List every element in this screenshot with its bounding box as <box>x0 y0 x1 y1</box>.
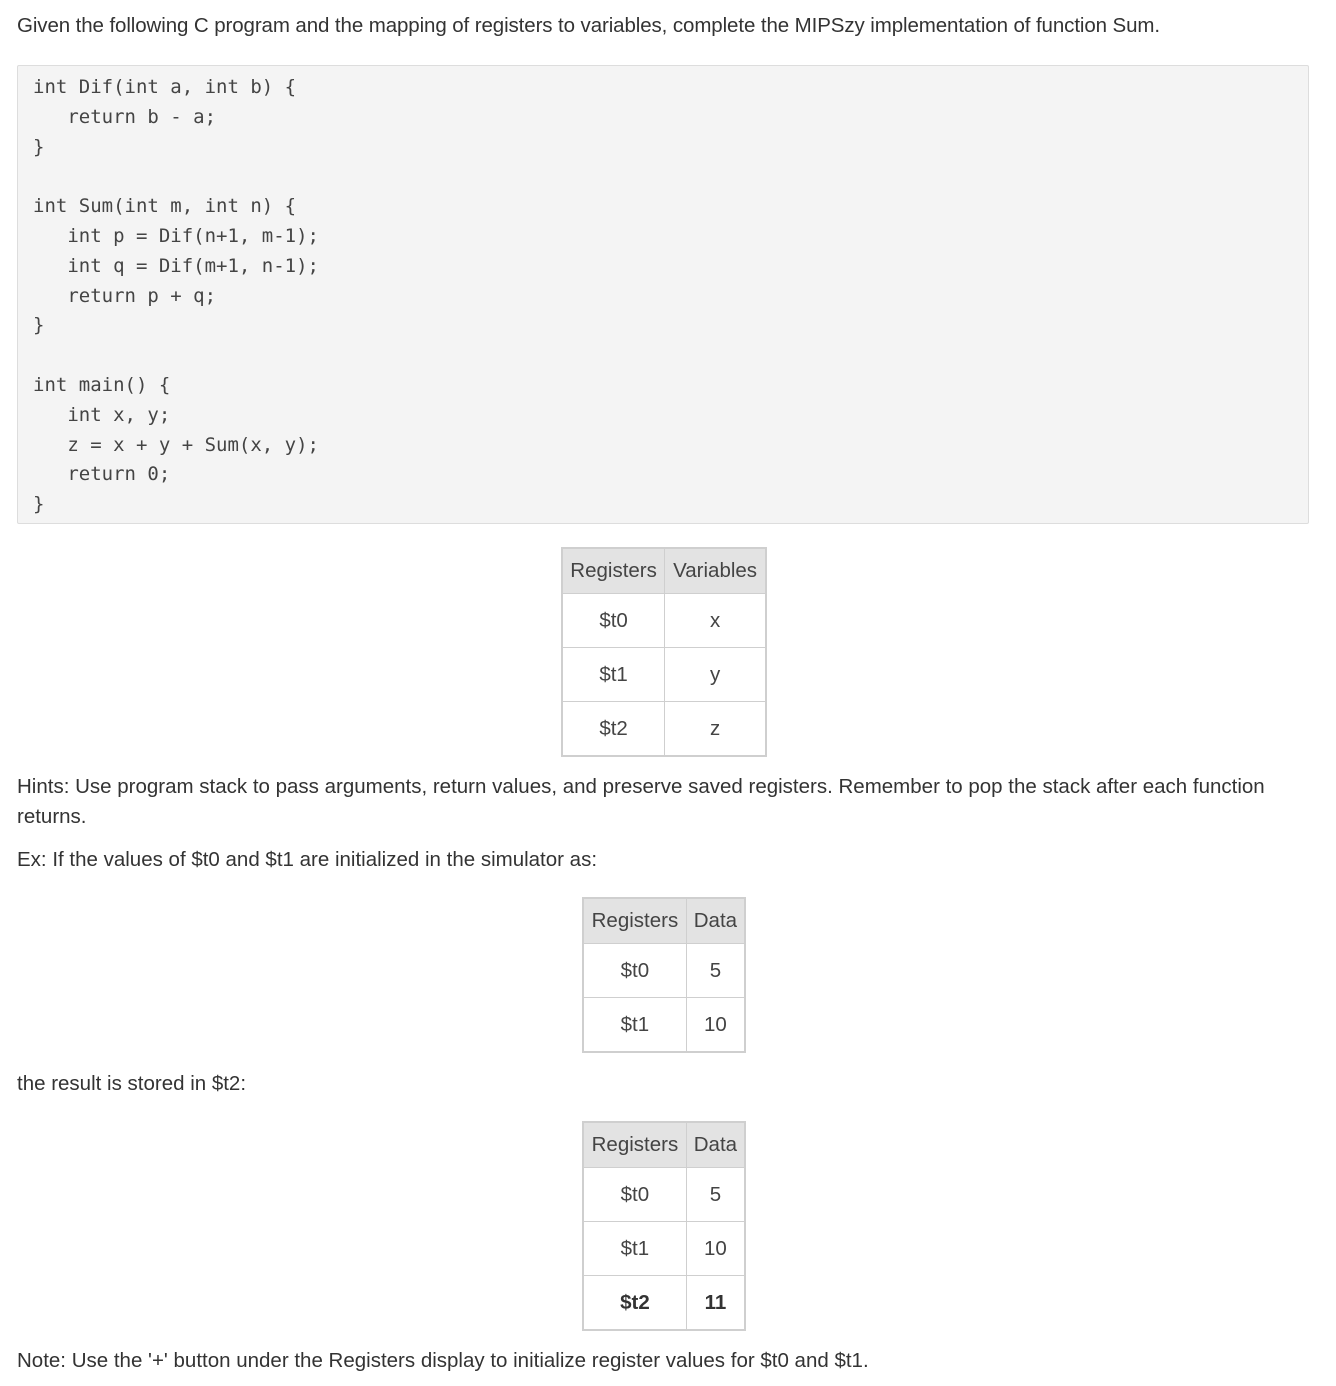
table-row <box>583 1168 745 1222</box>
table-row <box>583 1222 745 1276</box>
code-block <box>17 65 1309 524</box>
code-line <box>33 341 1308 371</box>
table-row <box>562 702 766 757</box>
code-line: int x, y; <box>33 403 171 426</box>
code-line: } <box>33 135 45 158</box>
variable-cell: y <box>665 648 766 702</box>
register-cell: $t1 <box>583 1222 686 1276</box>
intro-text: Given the following C program and the mapping of registers to variables, complete the MIPSzy implementation of function Sum. <box>17 14 1161 37</box>
data-cell: 10 <box>686 1222 745 1276</box>
register-cell: $t1 <box>583 998 686 1053</box>
register-cell: $t0 <box>583 944 686 998</box>
code-line: int main() { <box>33 373 171 396</box>
register-cell-highlighted: $t2 <box>583 1276 686 1331</box>
table-header-row <box>562 548 766 594</box>
code-line: int Sum(int m, int n) { <box>33 195 297 218</box>
table-row <box>562 594 766 648</box>
variable-cell: x <box>665 594 766 648</box>
result-text: the result is stored in $t2: <box>17 1072 247 1095</box>
header-registers: Registers <box>583 898 686 944</box>
header-registers: Registers <box>583 1122 686 1168</box>
data-cell: 10 <box>686 998 745 1053</box>
register-cell: $t2 <box>562 702 665 757</box>
code-line: return b - a; <box>33 105 217 128</box>
register-cell: $t0 <box>562 594 665 648</box>
hints-text: Hints: Use program stack to pass arguments, return values, and preserve saved registers. Remember to pop the stack after each function returns. <box>17 775 1265 828</box>
variable-cell: z <box>665 702 766 757</box>
code-line: } <box>33 493 45 516</box>
code-line: z = x + y + Sum(x, y); <box>33 433 319 456</box>
code-line: int Dif(int a, int b) { <box>33 76 297 98</box>
table-header-row <box>583 1122 745 1168</box>
table-header-row <box>583 898 745 944</box>
register-cell: $t1 <box>562 648 665 702</box>
data-cell: 5 <box>686 1168 745 1222</box>
table-row <box>583 1276 745 1331</box>
result-values-table <box>582 1121 746 1331</box>
header-registers: Registers <box>562 548 665 594</box>
table-row <box>583 998 745 1053</box>
note-text: Note: Use the '+' button under the Registers display to initialize register values for $t0 and $t1. <box>17 1349 869 1372</box>
data-cell-highlighted: 11 <box>686 1276 745 1331</box>
code-line: } <box>33 314 45 337</box>
header-data: Data <box>686 898 745 944</box>
code-line <box>33 162 1308 192</box>
table-row <box>583 944 745 998</box>
code-line: return 0; <box>33 463 171 486</box>
code-line: return p + q; <box>33 284 217 307</box>
register-cell: $t0 <box>583 1168 686 1222</box>
header-data: Data <box>686 1122 745 1168</box>
register-variable-table <box>561 547 767 757</box>
initial-values-table <box>582 897 746 1053</box>
code-line: int p = Dif(n+1, m-1); <box>33 224 319 247</box>
example-text: Ex: If the values of $t0 and $t1 are initialized in the simulator as: <box>17 848 598 871</box>
table-row <box>562 648 766 702</box>
header-variables: Variables <box>665 548 766 594</box>
code-line: int q = Dif(m+1, n-1); <box>33 254 319 277</box>
data-cell: 5 <box>686 944 745 998</box>
